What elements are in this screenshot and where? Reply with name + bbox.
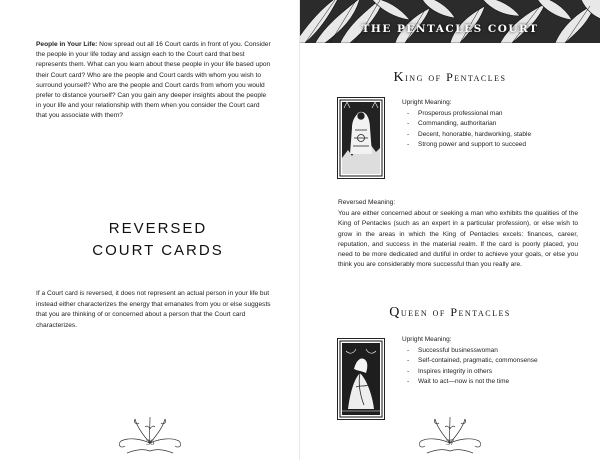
intro-lead: People in Your Life: <box>36 41 98 48</box>
intro-paragraph <box>36 40 272 122</box>
list-item: - Successful businesswoman <box>418 346 582 356</box>
reversed-court-cards-heading <box>40 218 276 262</box>
page-number-left: 36 <box>146 438 154 447</box>
king-upright-heading: Upright Meaning: <box>402 99 452 106</box>
queen-card-illustration-icon <box>338 339 384 419</box>
king-reversed-text: You are either concerned about or seeking a man who exhibits the qualities of the King of Pentacles (such as an expert in a particular profession), or else wish to grow in the areas in which the King of Pentacles excels: finances, career, reputation, and success in the material realm. If the card is poorly placed, you need to be more dedicated and dutiful in order to achieve your goals, or else you think you are considerably more successful than you really are. <box>338 210 578 269</box>
list-item: - Inspires integrity in others <box>418 367 582 377</box>
list-item: - Self-contained, pragmatic, commonsense <box>418 356 582 366</box>
queen-upright-heading: Upright Meaning: <box>402 336 452 343</box>
floral-ornament-icon <box>405 413 495 457</box>
right-page <box>300 0 600 460</box>
intro-text: Now spread out all 16 Court cards in front of you. Consider the people in your life today and assign each to the Court card that best represents them. What can you learn about these people in your life based upon their Court card? Who are the people and Court cards with whom you wish to surround yourself? Who are the people and Court cards from whom you would prefer to distance yourself? Can you gain any deeper insights about the people in your life and your relationship with them when you consider the Court card that you associate with them? <box>36 41 271 120</box>
king-of-pentacles-card <box>337 97 385 179</box>
king-card-illustration-icon <box>338 98 384 178</box>
king-upright-list <box>402 109 582 151</box>
banner-title: THE PENTACLES COURT <box>361 23 539 35</box>
king-reversed-heading: Reversed Meaning: <box>338 199 396 206</box>
leaf-pattern-icon <box>300 0 600 43</box>
queen-title-text: ueen of Pentacles <box>400 305 511 319</box>
king-title-text: ing of Pentacles <box>405 70 507 84</box>
queen-upright-meaning <box>402 336 582 388</box>
section-title-line1: REVERSED <box>108 220 208 237</box>
list-item: - Wait to act—now is not the time <box>418 377 582 387</box>
list-item: - Commanding, authoritarian <box>418 119 582 129</box>
queen-of-pentacles-card <box>337 338 385 420</box>
leaf-pattern-banner <box>300 0 600 43</box>
king-upright-meaning <box>402 99 582 151</box>
queen-upright-list <box>402 346 582 388</box>
queen-of-pentacles-title: Queen of Pentacles <box>389 305 511 320</box>
section-title-line2: COURT CARDS <box>92 242 224 259</box>
page-number-right: 37 <box>446 438 454 447</box>
list-item: - Decent, honorable, hardworking, stable <box>418 130 582 140</box>
list-item: - Prosperous professional man <box>418 109 582 119</box>
floral-ornament-icon <box>105 413 195 457</box>
king-reversed-meaning <box>338 198 578 271</box>
king-of-pentacles-title: King of Pentacles <box>393 70 507 85</box>
list-item: - Strong power and support to succeed <box>418 140 582 150</box>
reversed-court-paragraph: If a Court card is reversed, it does not represent an actual person in your life but instead either characterizes the energy that emanates from you or else suggests that you are thinking of or concerned about a person that the Court card characterizes. <box>36 290 271 329</box>
